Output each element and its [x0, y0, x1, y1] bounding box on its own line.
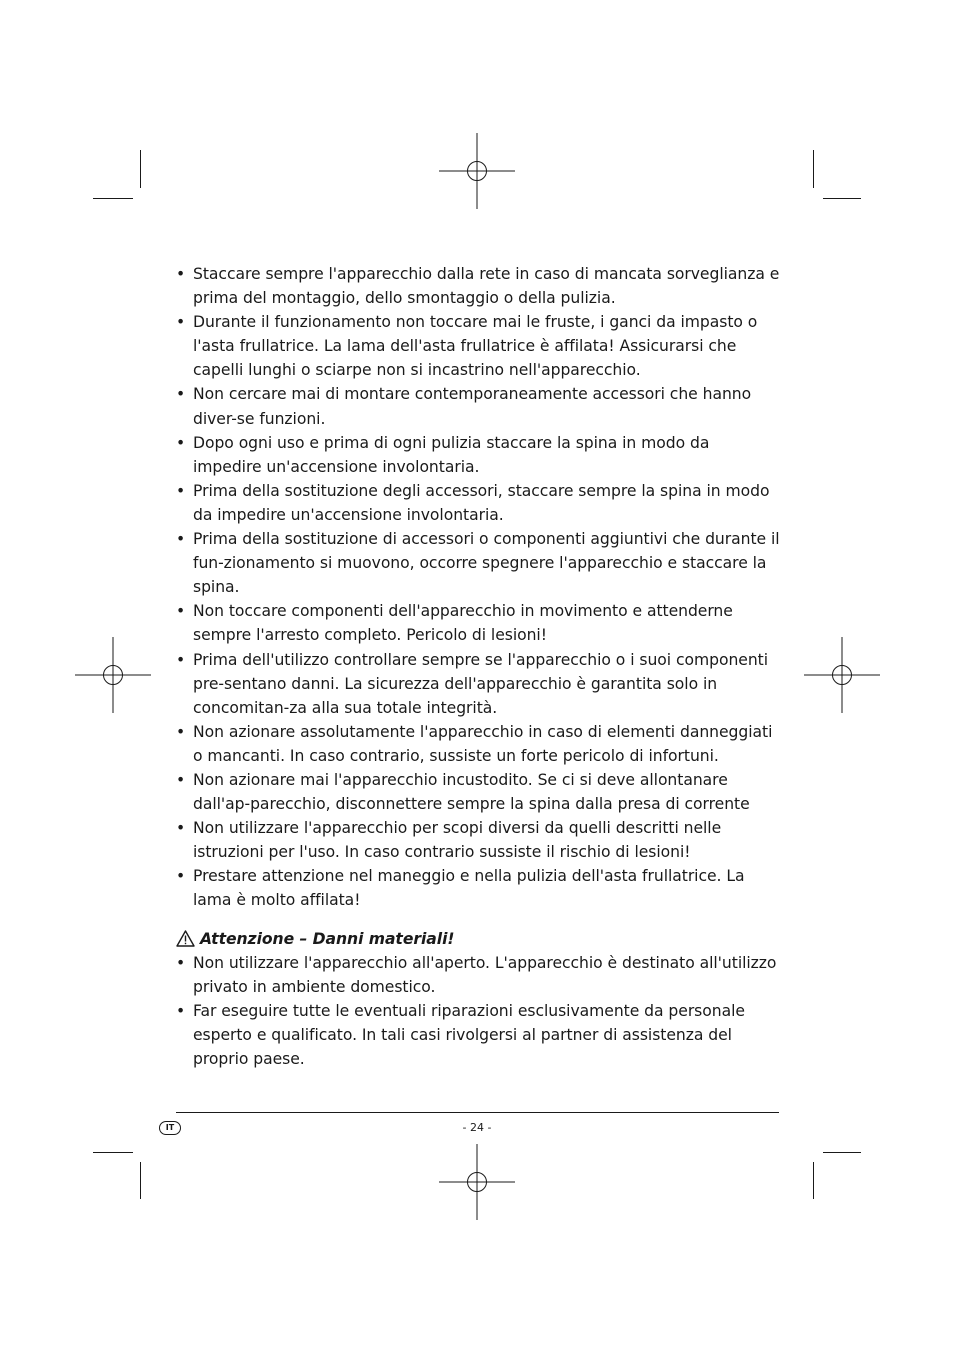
footer-divider: [176, 1112, 779, 1113]
registration-mark-top: [439, 133, 515, 209]
page-number: - 24 -: [462, 1121, 492, 1134]
list-item: [176, 720, 780, 768]
warning-heading: [176, 927, 780, 951]
warning-title: Attenzione – Danni materiali!: [200, 929, 455, 948]
bullet: •: [176, 867, 186, 886]
list-item-text: Prima della sostituzione degli accessori, staccare sempre la spina in modo da impedire un'accensione involontaria.: [193, 481, 770, 524]
list-item: [176, 382, 780, 430]
bullet: •: [176, 953, 186, 972]
crop-mark: [93, 198, 133, 199]
bullet: •: [176, 722, 186, 741]
list-item: [176, 479, 780, 527]
list-item: [176, 648, 780, 720]
list-item: [176, 599, 780, 647]
crop-mark: [823, 1152, 861, 1153]
bullet: •: [176, 530, 186, 549]
warning-triangle-icon: [176, 930, 195, 947]
bullet: •: [176, 650, 186, 669]
registration-mark-bottom: [439, 1144, 515, 1220]
bullet: •: [176, 819, 186, 838]
crop-mark: [813, 150, 814, 188]
safety-instructions-list: [176, 262, 780, 913]
language-badge: IT: [159, 1121, 181, 1135]
list-item-text: Prestare attenzione nel maneggio e nella pulizia dell'asta frullatrice. La lama è molto affilata!: [193, 867, 745, 910]
list-item: [176, 951, 780, 999]
list-item: [176, 816, 780, 864]
crop-mark: [140, 150, 141, 188]
list-item-text: Dopo ogni uso e prima di ogni pulizia staccare la spina in modo da impedire un'accensione involontaria.: [193, 433, 710, 476]
crop-mark: [93, 1152, 133, 1153]
bullet: •: [176, 602, 186, 621]
crop-mark: [823, 198, 861, 199]
list-item: [176, 431, 780, 479]
list-item-text: Durante il funzionamento non toccare mai le fruste, i ganci da impasto o l'asta frullatrice. La lama dell'asta frullatrice è affilata! Assicurarsi che capelli lunghi o sciarpe non si incastrino nell'apparecchio.: [193, 313, 758, 380]
list-item: [176, 310, 780, 382]
registration-mark-left: [75, 637, 151, 713]
bullet: •: [176, 770, 186, 789]
registration-mark-right: [804, 637, 880, 713]
list-item-text: Non azionare assolutamente l'apparecchio in caso di elementi danneggiati o mancanti. In caso contrario, sussiste un forte pericolo di infortuni.: [193, 722, 773, 765]
bullet: •: [176, 313, 186, 332]
list-item: [176, 768, 780, 816]
bullet: •: [176, 433, 186, 452]
list-item-text: Non utilizzare l'apparecchio per scopi diversi da quelli descritti nelle istruzioni per l'uso. In caso contrario sussiste il rischio di lesioni!: [193, 819, 722, 862]
bullet: •: [176, 481, 186, 500]
list-item: [176, 262, 780, 310]
list-item-text: Non cercare mai di montare contemporaneamente accessori che hanno diver-se funzioni.: [193, 385, 752, 428]
list-item-text: Staccare sempre l'apparecchio dalla rete in caso di mancata sorveglianza e prima del montaggio, dello smontaggio o della pulizia.: [193, 265, 780, 308]
list-item-text: Non toccare componenti dell'apparecchio in movimento e attenderne sempre l'arresto completo. Pericolo di lesioni!: [193, 602, 733, 645]
material-damage-list: [176, 951, 780, 1071]
list-item-text: Prima della sostituzione di accessori o componenti aggiuntivi che durante il fun-zionamento si muovono, occorre spegnere l'apparecchio e staccare la spina.: [193, 530, 780, 597]
page-content: [176, 262, 780, 1071]
list-item-text: Non utilizzare l'apparecchio all'aperto. L'apparecchio è destinato all'utilizzo privato in ambiente domestico.: [193, 953, 777, 996]
list-item-text: Prima dell'utilizzo controllare sempre se l'apparecchio o i suoi componenti pre-sentano danni. La sicurezza dell'apparecchio è garantita solo in concomitan-za alla sua totale integrità.: [193, 650, 769, 717]
crop-mark: [140, 1162, 141, 1199]
bullet: •: [176, 385, 186, 404]
list-item: [176, 864, 780, 912]
list-item: [176, 527, 780, 599]
crop-mark: [813, 1162, 814, 1199]
list-item: [176, 999, 780, 1071]
list-item-text: Non azionare mai l'apparecchio incustodito. Se ci si deve allontanare dall'ap-parecchio, disconnettere sempre la spina dalla presa di corrente: [193, 770, 750, 814]
list-item-text: Far eseguire tutte le eventuali riparazioni esclusivamente da personale esperto e qualificato. In tali casi rivolgersi al partner di assistenza del proprio paese.: [193, 1001, 745, 1068]
bullet: •: [176, 265, 186, 283]
bullet: •: [176, 1001, 186, 1020]
